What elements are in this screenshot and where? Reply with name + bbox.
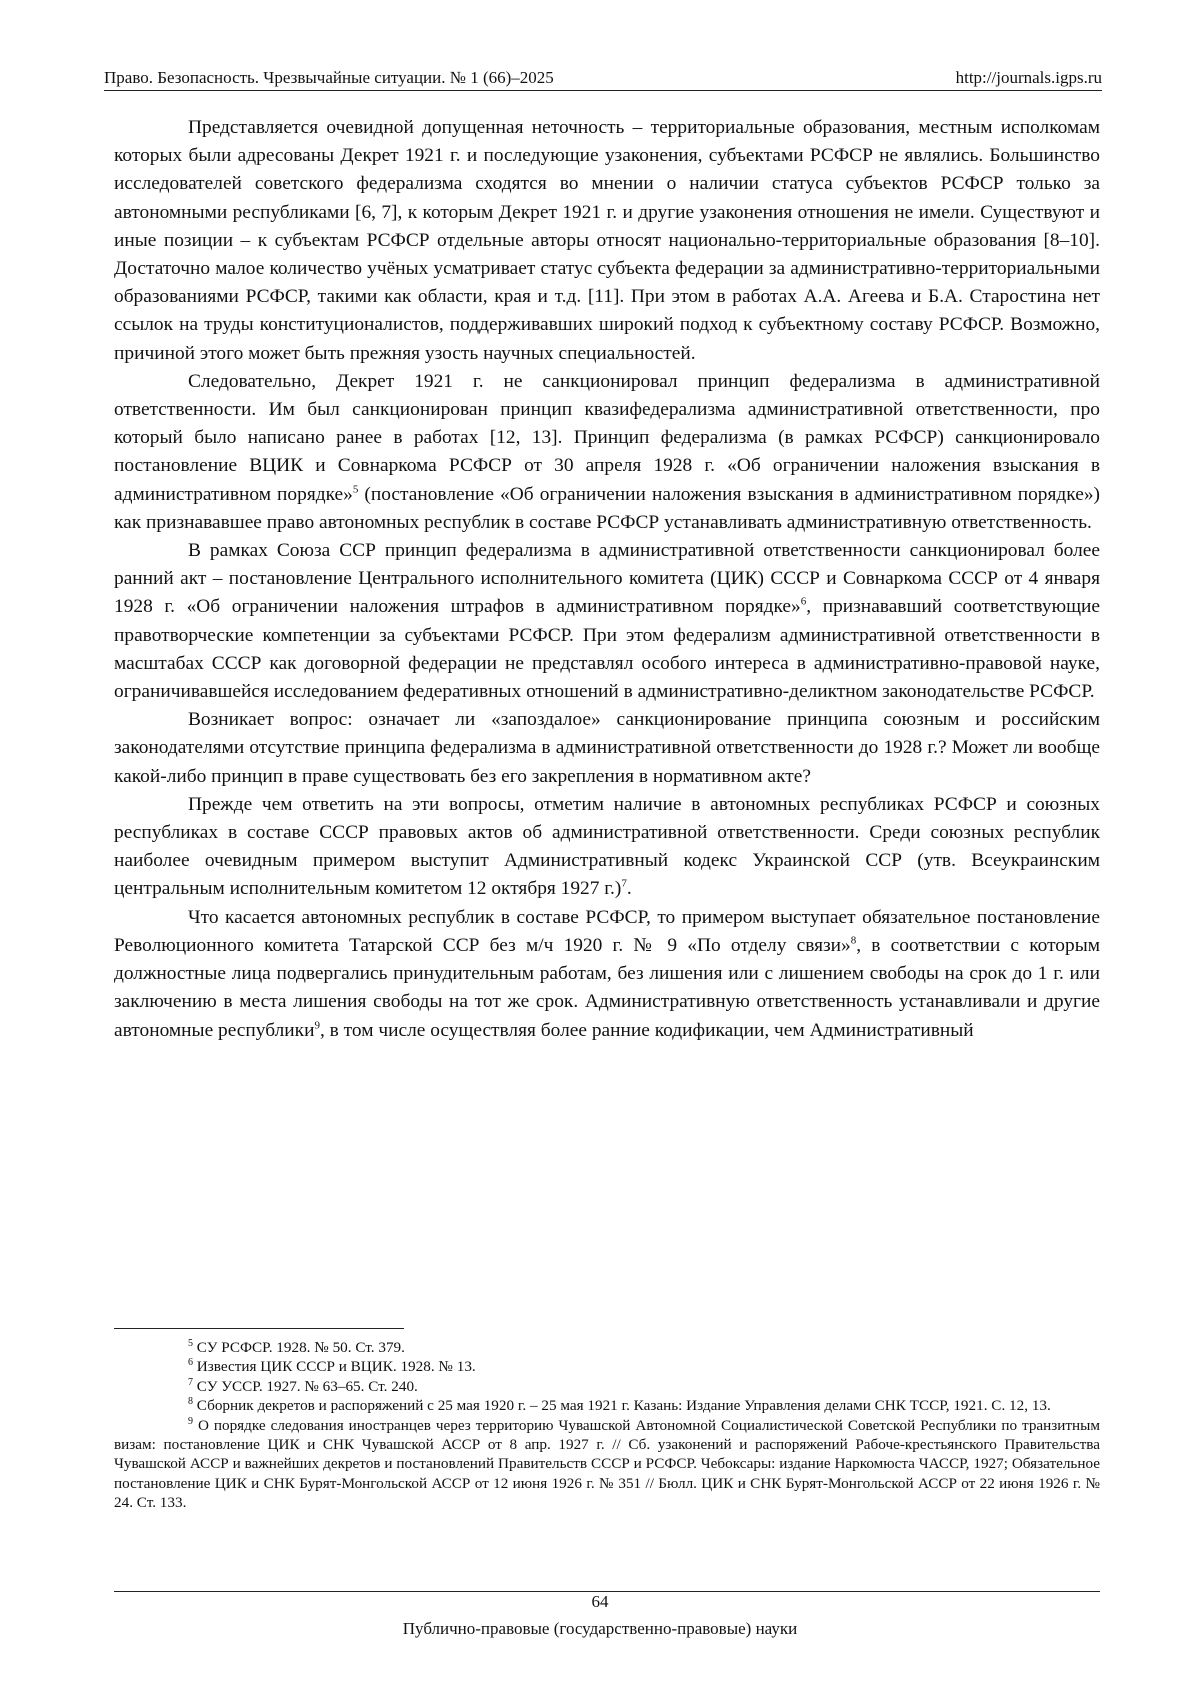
footnotes [114, 1338, 1100, 1513]
footnote: $^9$ О порядке следования иностранцев через территорию Чувашской Автономной Социалистической Советской Республики по транзитным визам: постановление ЦИК и СНК Чувашской АССР от 8 апр. 1927 г. // Сб. узаконений и распоряжений Рабоче-крестьянского Правительства Чувашской АССР и важнейших декретов и постановлений Правительств СССР и РСФСР. Чебоксары: издание Наркомюста ЧАССР, 1927; Обязательное постановление ЦИК и СНК Бурят-Монгольской АССР от 12 июня 1926 г. № 351 // Бюлл. ЦИК и СНК Бурят-Монгольской АССР от 22 июня 1926 г. № 24. Ст. 133. [114, 1415, 1101, 1512]
paragraph: Следовательно, Декрет 1921 г. не санкционировал принцип федерализма в административной ответственности. Им был санкционирован принцип квазифедерализма административной ответственности, про который было написано ранее в работах [12, 13]. Принцип федерализма (в рамках РСФСР) санкционировало постановление ВЦИК и Совнаркома РСФСР от 30 апреля 1928 г. «Об ограничении наложения взыскания в административном порядке»$^5$ (постановление «Об ограничении наложения взыскания в административном порядке») как признававшее право автономных республик в составе РСФСР устанавливать административную ответственность. [114, 370, 1100, 533]
footnote: $^8$ Сборник декретов и распоряжений с 25 мая 1920 г. – 25 мая 1921 г. Казань: Издание Управления делами СНК ТССР, 1921. С. 12, 13. [188, 1396, 1051, 1415]
running-header [104, 68, 1102, 91]
page-number: 64 [591, 1592, 609, 1611]
journal-title: Право. Безопасность. Чрезвычайные ситуации. № 1 (66)–2025 [104, 68, 554, 87]
footnote-ref[interactable]: 9 [314, 1019, 320, 1032]
footnote-ref[interactable]: 5 [352, 483, 359, 496]
footnote: $^6$ Известия ЦИК СССР и ВЦИК. 1928. № 13. [188, 1357, 476, 1376]
footnote: $^5$ СУ РСФСР. 1928. № 50. Ст. 379. [188, 1337, 405, 1356]
journal-url[interactable]: http://journals.igps.ru [955, 68, 1102, 87]
article-body [114, 114, 1100, 1045]
footnote-ref[interactable]: 6 [800, 595, 807, 608]
footnote-ref[interactable]: 7 [621, 878, 627, 891]
paragraph: Возникает вопрос: означает ли «запоздалое» санкционирование принципа союзным и российским законодателями отсутствие принципа федерализма в административной ответственности до 1928 г.? Может ли вообще какой-либо принцип в праве существовать без его закрепления в нормативном акте? [114, 709, 1100, 787]
paragraph: Прежде чем ответить на эти вопросы, отметим наличие в автономных республиках РСФСР и союзных республиках в составе СССР правовых актов об административной ответственности. Среди союзных республик наиболее очевидным примером выступит Административный кодекс Украинской ССР (утв. Всеукраинским центральным исполнительным комитетом 12 октября 1927 г.)$^7$. [114, 793, 1100, 900]
footnote-ref[interactable]: 8 [850, 934, 857, 947]
paragraph: В рамках Союза ССР принцип федерализма в административной ответственности санкционировал более ранний акт – постановление Центрального исполнительного комитета (ЦИК) СССР и Совнаркома СССР от 4 января 1928 г. «Об ограничении наложения штрафов в административном порядке»$^6$, признававший соответствующие правотворческие компетенции за субъектами РСФСР. При этом федерализм административной ответственности в масштабах СССР как договорной федерации не представлял особого интереса в административно-правовой науке, ограничивавшейся исследованием федеративных отношений в административно-деликтном законодательстве РСФСР. [114, 540, 1100, 703]
paragraph: Представляется очевидной допущенная неточность – территориальные образования, местным исполкомам которых были адресованы Декрет 1921 г. и последующие узаконения, субъектами РСФСР не являлись. Большинство исследователей советского федерализма сходятся во мнении о наличии статуса субъектов РСФСР только за автономными республиками [6, 7], к которым Декрет 1921 г. и другие узаконения отношения не имели. Существуют и иные позиции – к субъектам РСФСР отдельные авторы относят национально-территориальные образования [8–10]. Достаточно малое количество учёных усматривает статус субъекта федерации за административно-территориальными образованиями РСФСР, такими как области, края и т.д. [11]. При этом в работах А.А. Агеева и Б.А. Старостина нет ссылок на труды конституционалистов, поддерживавших широкий подход к субъектному составу РСФСР. Возможно, причиной этого может быть прежняя узость научных специальностей. [114, 117, 1100, 364]
footnote: $^7$ СУ УССР. 1927. № 63–65. Ст. 240. [188, 1376, 418, 1395]
footnote-separator [114, 1328, 404, 1329]
paragraph: Что касается автономных республик в составе РСФСР, то примером выступает обязательное постановление Революционного комитета Татарской ССР без м/ч 1920 г. № 9 «По отделу связи»$^8$, в соответствии с которым должностные лица подвергались принудительным работам, без лишения или с лишением свободы на срок до 1 г. или заключению в места лишения свободы на тот же срок. Административную ответственность устанавливали и другие автономные республики$^9$, в том числе осуществляя более ранние кодификации, чем Административный [114, 906, 1100, 1041]
section-title: Публично-правовые (государственно-правовые) науки [402, 1619, 798, 1638]
